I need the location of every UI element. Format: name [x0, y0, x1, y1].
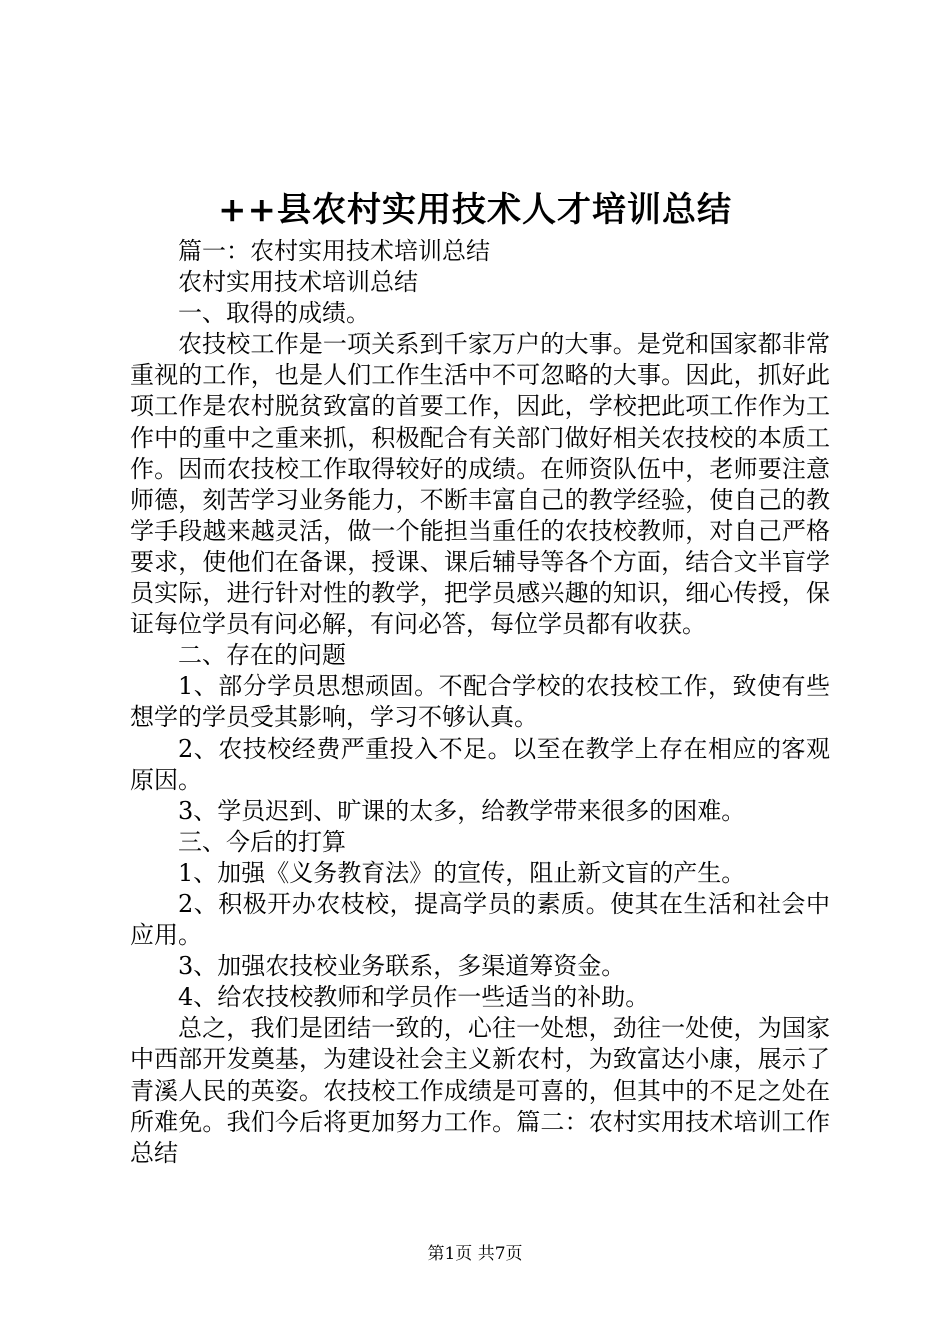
section-heading: 三、今后的打算: [178, 827, 346, 856]
list-item: 1、加强《义务教育法》的宣传，阻止新文盲的产生。: [178, 858, 746, 887]
document-body: [130, 236, 830, 1169]
paragraph: 农技校工作是一项关系到千家万户的大事。是党和国家都非常重视的工作，也是人们工作生活中不可忽略的大事。因此，抓好此项工作是农村脱贫致富的首要工作，因此，学校把此项工作作为工作中的重中之重来抓，积极配合有关部门做好相关农技校的本质工作。因而农技校工作取得较好的成绩。在师资队伍中，老师要注意师德，刻苦学习业务能力，不断丰富自己的教学经验，使自己的教学手段越来越灵活，做一个能担当重任的农技校教师，对自己严格要求，使他们在备课，授课、课后辅导等各个方面，结合文半盲学员实际，进行针对性的教学，把学员感兴趣的知识，细心传授，保证每位学员有问必解，有问必答，每位学员都有收获。: [130, 330, 830, 639]
document-title: ++县农村实用技术人才培训总结: [218, 190, 732, 230]
list-item: 2、农技校经费严重投入不足。以至在教学上存在相应的客观原因。: [130, 734, 830, 794]
paragraph: 农村实用技术培训总结: [178, 268, 418, 297]
list-item: 3、学员迟到、旷课的太多，给教学带来很多的困难。: [178, 796, 746, 825]
paragraph: 篇一：农村实用技术培训总结: [178, 237, 490, 265]
list-item: 4、给农技校教师和学员作一些适当的补助。: [178, 983, 650, 1012]
page-number-footer: 第1页 共7页: [427, 1244, 523, 1264]
section-heading: 一、取得的成绩。: [178, 299, 370, 328]
list-item: 2、积极开办农枝校，提高学员的素质。使其在生活和社会中应用。: [130, 889, 830, 950]
section-heading: 二、存在的问题: [178, 641, 346, 670]
list-item: 3、加强农技校业务联系，多渠道筹资金。: [178, 952, 626, 981]
list-item: 1、部分学员思想顽固。不配合学校的农技校工作，致使有些想学的学员受其影响，学习不够认真。: [130, 672, 830, 732]
paragraph: 总之，我们是团结一致的，心往一处想，劲往一处使，为国家中西部开发奠基，为建设社会主义新农村，为致富达小康，展示了青溪人民的英姿。农技校工作成绩是可喜的，但其中的不足之处在所难免。我们今后将更加努力工作。篇二：农村实用技术培训工作总结: [130, 1014, 830, 1167]
